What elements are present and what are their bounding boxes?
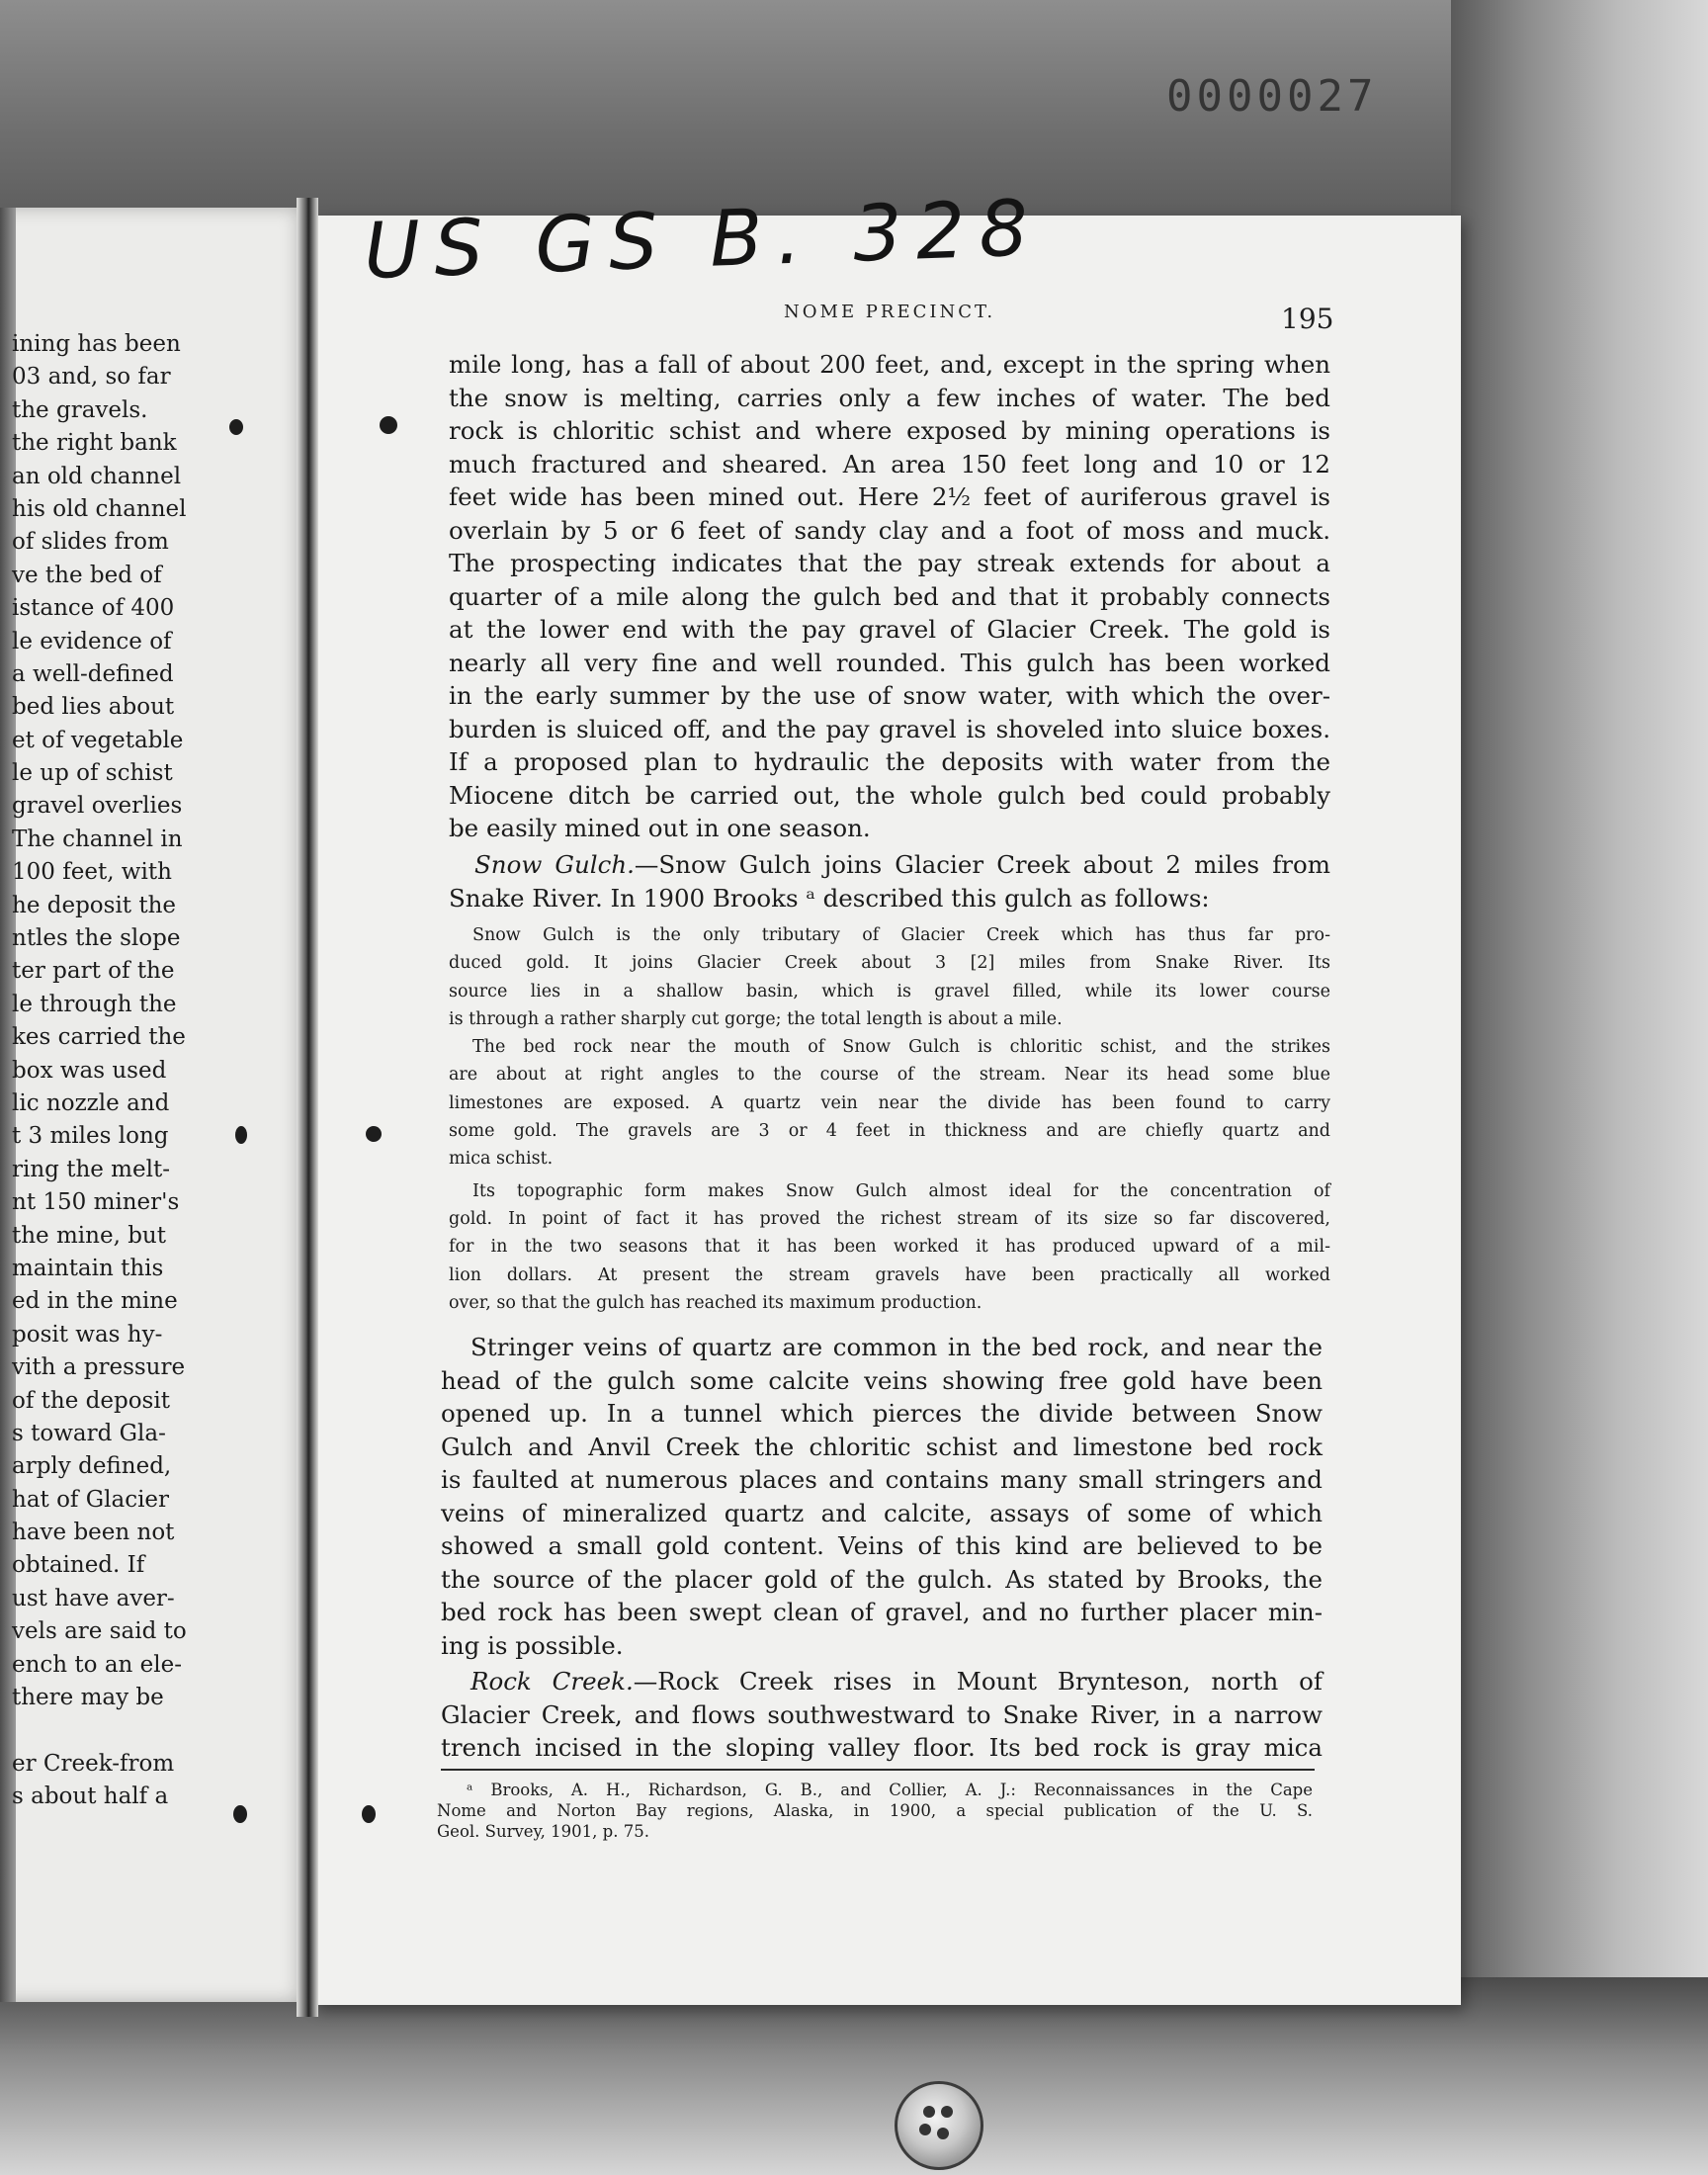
left-page-line: ust have aver- — [12, 1585, 175, 1611]
paragraph-stringer-veins — [441, 1331, 1323, 1662]
text-line: veins of mineralized quartz and calcite, assays of some of which — [441, 1498, 1323, 1527]
left-page-line: ench to an ele- — [12, 1651, 183, 1678]
left-page-line: le through the — [12, 991, 177, 1017]
left-page-line: vels are said to — [12, 1618, 187, 1645]
text-line: burden is sluiced off, and the pay gravel is shoveled into sluice boxes. — [449, 714, 1330, 743]
text-line: If a proposed plan to hydraulic the deposits with water from the — [449, 747, 1330, 776]
section-heading-rock-creek: Rock Creek. — [470, 1667, 634, 1696]
text-line: nearly all very fine and well rounded. This gulch has been worked — [449, 648, 1330, 677]
text-line: is faulted at numerous places and contains many small stringers and — [441, 1465, 1323, 1494]
quote-line: are about at right angles to the course of the stream. Near its head some blue — [449, 1065, 1330, 1086]
text-line: Snake River. In 1900 Brooks ᵃ described this gulch as follows: — [449, 883, 1210, 913]
left-page-line: his old channel — [12, 495, 187, 522]
quote-line: duced gold. It joins Glacier Creek about 3 [2] miles from Snake River. Its — [449, 953, 1330, 974]
left-page-line: there may be — [12, 1685, 164, 1711]
left-page-line: he deposit the — [12, 892, 177, 918]
left-page-line: er Creek-from — [12, 1750, 175, 1777]
text-line: at the lower end with the pay gravel of Glacier Creek. The gold is — [449, 615, 1330, 644]
left-page-line: ntles the slope — [12, 925, 181, 952]
quote-line: mica schist. — [449, 1149, 554, 1170]
left-page-line: ter part of the — [12, 958, 175, 985]
text-line: —Snow Gulch joins Glacier Creek about 2 miles from — [634, 850, 1330, 879]
left-page-line: vith a pressure — [12, 1354, 186, 1381]
scan-background-right — [1451, 0, 1708, 2175]
left-page-line: t 3 miles long — [12, 1123, 169, 1150]
left-page-line: of the deposit — [12, 1387, 170, 1414]
text-line: overlain by 5 or 6 feet of sandy clay and a foot of moss and muck. — [449, 515, 1330, 545]
footnote-line: Geol. Survey, 1901, p. 75. — [437, 1822, 649, 1841]
quote-line: over, so that the gulch has reached its maximum production. — [449, 1292, 982, 1313]
left-page-line: lic nozzle and — [12, 1089, 170, 1116]
left-page-line: ve the bed of — [12, 562, 162, 588]
left-page-line: posit was hy- — [12, 1321, 163, 1348]
text-line: mile long, has a fall of about 200 feet, and, except in the spring when — [449, 350, 1330, 379]
quote-line: gold. In point of fact it has proved the richest stream of its size so far discovered, — [449, 1208, 1330, 1229]
left-page-line: obtained. If — [12, 1552, 145, 1579]
page-number: 195 — [1281, 303, 1334, 335]
left-page-line: hat of Glacier — [12, 1486, 170, 1513]
left-page-line: bed lies about — [12, 694, 175, 721]
left-page-text — [12, 328, 308, 1814]
text-line: ing is possible. — [441, 1630, 624, 1660]
quote-line: Its topographic form makes Snow Gulch almost ideal for the concentration of — [472, 1180, 1330, 1201]
left-page-line: nt 150 miner's — [12, 1189, 180, 1216]
left-page-line: kes carried the — [12, 1024, 186, 1051]
left-page-line: an old channel — [12, 463, 182, 489]
left-page-line: le evidence of — [12, 628, 172, 654]
text-line: bed rock has been swept clean of gravel, and no further placer min- — [441, 1598, 1323, 1626]
quote-line: lion dollars. At present the stream gravels have been practically all worked — [449, 1264, 1330, 1285]
left-page-line: istance of 400 — [12, 595, 175, 622]
left-page-line: ed in the mine — [12, 1288, 178, 1315]
text-line: showed a small gold content. Veins of this kind are believed to be — [441, 1531, 1323, 1560]
quote-line: for in the two seasons that it has been worked it has produced upward of a mil- — [449, 1237, 1330, 1258]
text-line: trench incised in the sloping valley floor. Its bed rock is gray mica — [441, 1733, 1323, 1762]
text-line: opened up. In a tunnel which pierces the divide between Snow — [441, 1399, 1323, 1428]
left-page-line: 100 feet, with — [12, 859, 172, 886]
text-line: Glacier Creek, and flows southwestward to Snake River, in a narrow — [441, 1699, 1323, 1729]
text-line: much fractured and sheared. An area 150 feet long and 10 or 12 — [449, 449, 1330, 478]
footnote-rule — [441, 1769, 1315, 1771]
punch-hole-mark — [366, 1126, 382, 1142]
text-line: be easily mined out in one season. — [449, 814, 871, 842]
paragraph-snow-gulch — [449, 848, 1330, 914]
text-line: head of the gulch some calcite veins showing free gold have been — [441, 1365, 1323, 1395]
left-page-line: the right bank — [12, 430, 177, 457]
book-gutter — [297, 198, 318, 2017]
text-line: Gulch and Anvil Creek the chloritic schist and limestone bed rock — [441, 1432, 1323, 1461]
left-page-line: 03 and, so far — [12, 364, 171, 391]
archive-stamp-number: 0000027 — [1166, 71, 1378, 122]
footnote-line: Nome and Norton Bay regions, Alaska, in 1900, a special publication of the U. S. — [437, 1801, 1313, 1820]
paragraph-gulch-continuation — [449, 348, 1330, 845]
left-page-line: s about half a — [12, 1784, 169, 1810]
text-line: feet wide has been mined out. Here 2½ feet of auriferous gravel is — [449, 482, 1330, 511]
left-page-line: le up of schist — [12, 760, 173, 787]
footnote — [437, 1780, 1313, 1842]
text-line: The prospecting indicates that the pay streak extends for about a — [449, 549, 1330, 577]
quote-line: limestones are exposed. A quartz vein near the divide has been found to carry — [449, 1092, 1330, 1113]
text-line: in the early summer by the use of snow water, with which the over- — [449, 681, 1330, 710]
left-page-line: the mine, but — [12, 1222, 166, 1249]
punch-hole-mark — [229, 419, 243, 435]
left-page-line: s toward Gla- — [12, 1420, 166, 1446]
text-line: Miocene ditch be carried out, the whole gulch bed could probably — [449, 780, 1330, 810]
block-quote — [449, 921, 1330, 1317]
footnote-line: ᵃ Brooks, A. H., Richardson, G. B., and Collier, A. J.: Reconnaissances in the Cape — [467, 1781, 1313, 1799]
left-page-line: the gravels. — [12, 396, 148, 423]
quote-line: is through a rather sharply cut gorge; the total length is about a mile. — [449, 1008, 1063, 1029]
left-page-line: of slides from — [12, 529, 169, 556]
text-line: rock is chloritic schist and where exposed by mining operations is — [449, 416, 1330, 445]
text-line: —Rock Creek rises in Mount Brynteson, north of — [633, 1667, 1323, 1696]
left-page-line: et of vegetable — [12, 727, 184, 753]
section-heading-snow-gulch: Snow Gulch. — [474, 850, 635, 879]
punch-hole-mark — [380, 416, 397, 434]
left-page-line: The channel in — [12, 826, 183, 852]
text-line: quarter of a mile along the gulch bed and that it probably connects — [449, 581, 1330, 611]
quote-line: source lies in a shallow basin, which is gravel filled, while its lower course — [449, 981, 1330, 1001]
quote-line: The bed rock near the mouth of Snow Gulch is chloritic schist, and the strikes — [472, 1037, 1330, 1058]
left-page-line — [12, 1714, 308, 1747]
quote-line: some gold. The gravels are 3 or 4 feet in thickness and are chiefly quartz and — [449, 1121, 1330, 1142]
punch-hole-mark — [235, 1126, 247, 1144]
text-line: the source of the placer gold of the gulch. As stated by Brooks, the — [441, 1564, 1323, 1594]
text-line: Stringer veins of quartz are common in the bed rock, and near the — [470, 1333, 1323, 1361]
scan-background-bottom — [0, 1977, 1708, 2175]
left-page-line: maintain this — [12, 1255, 164, 1281]
left-page-line: ring the melt- — [12, 1156, 170, 1182]
left-page-line: box was used — [12, 1057, 167, 1084]
punch-hole-mark — [362, 1805, 376, 1823]
left-page-line: have been not — [12, 1520, 175, 1546]
left-page-line: a well-defined — [12, 660, 174, 687]
handwritten-label: US GS B. 328 — [362, 184, 1044, 297]
running-head: NOME PRECINCT. — [784, 302, 996, 322]
punch-hole-mark — [233, 1805, 247, 1823]
left-page-line: ining has been — [12, 331, 181, 357]
left-page-line: gravel overlies — [12, 793, 183, 820]
left-page-line: arply defined, — [12, 1453, 172, 1480]
paragraph-rock-creek — [441, 1665, 1323, 1765]
binding-button — [895, 2081, 983, 2170]
quote-line: Snow Gulch is the only tributary of Glacier Creek which has thus far pro- — [472, 925, 1330, 945]
text-line: the snow is melting, carries only a few inches of water. The bed — [449, 383, 1330, 412]
